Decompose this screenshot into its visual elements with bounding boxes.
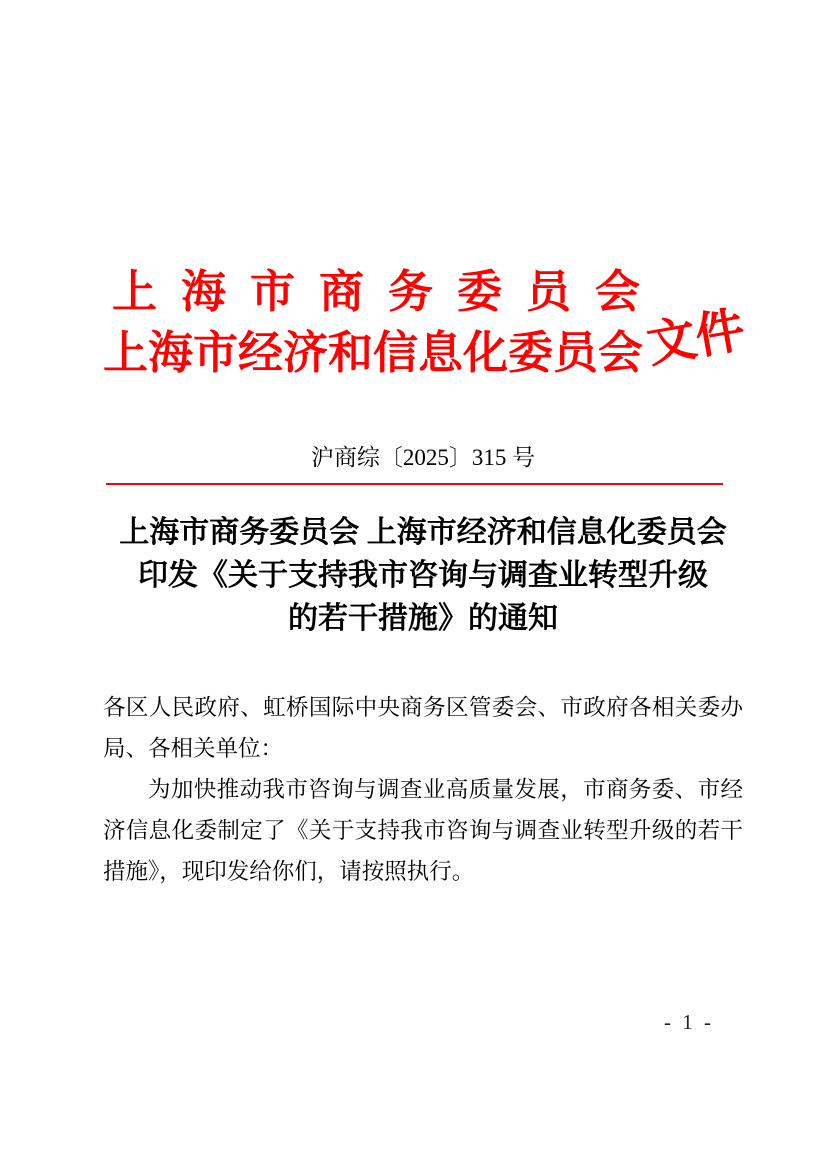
title-line-2: 印发《关于支持我市咨询与调查业转型升级: [138, 559, 708, 592]
red-divider-line: [106, 483, 723, 485]
document-title: [93, 511, 753, 640]
document-number: 沪商综〔2025〕315 号: [310, 445, 536, 470]
title-line-1: 上海市商务委员会 上海市经济和信息化委员会: [119, 516, 727, 549]
letterhead-doc-type-label: 文件: [642, 301, 749, 374]
page-number: - 1 -: [664, 1010, 714, 1034]
document-body: [103, 687, 743, 892]
recipients-paragraph: 各区人民政府、虹桥国际中央商务区管委会、市政府各相关委办局、各相关单位：: [103, 695, 743, 761]
letterhead-org-line-2: 上海市经济和信息化委员会: [103, 328, 644, 378]
letterhead-org-line-1: 上海市商务委员会: [112, 267, 665, 317]
notice-paragraph: 为加快推动我市咨询与调查业高质量发展，市商务委、市经济信息化委制定了《关于支持我市咨询与调查业转型升级的若干措施》，现印发给你们，请按照执行。: [103, 777, 743, 884]
title-line-3: 的若干措施》的通知: [288, 602, 558, 635]
